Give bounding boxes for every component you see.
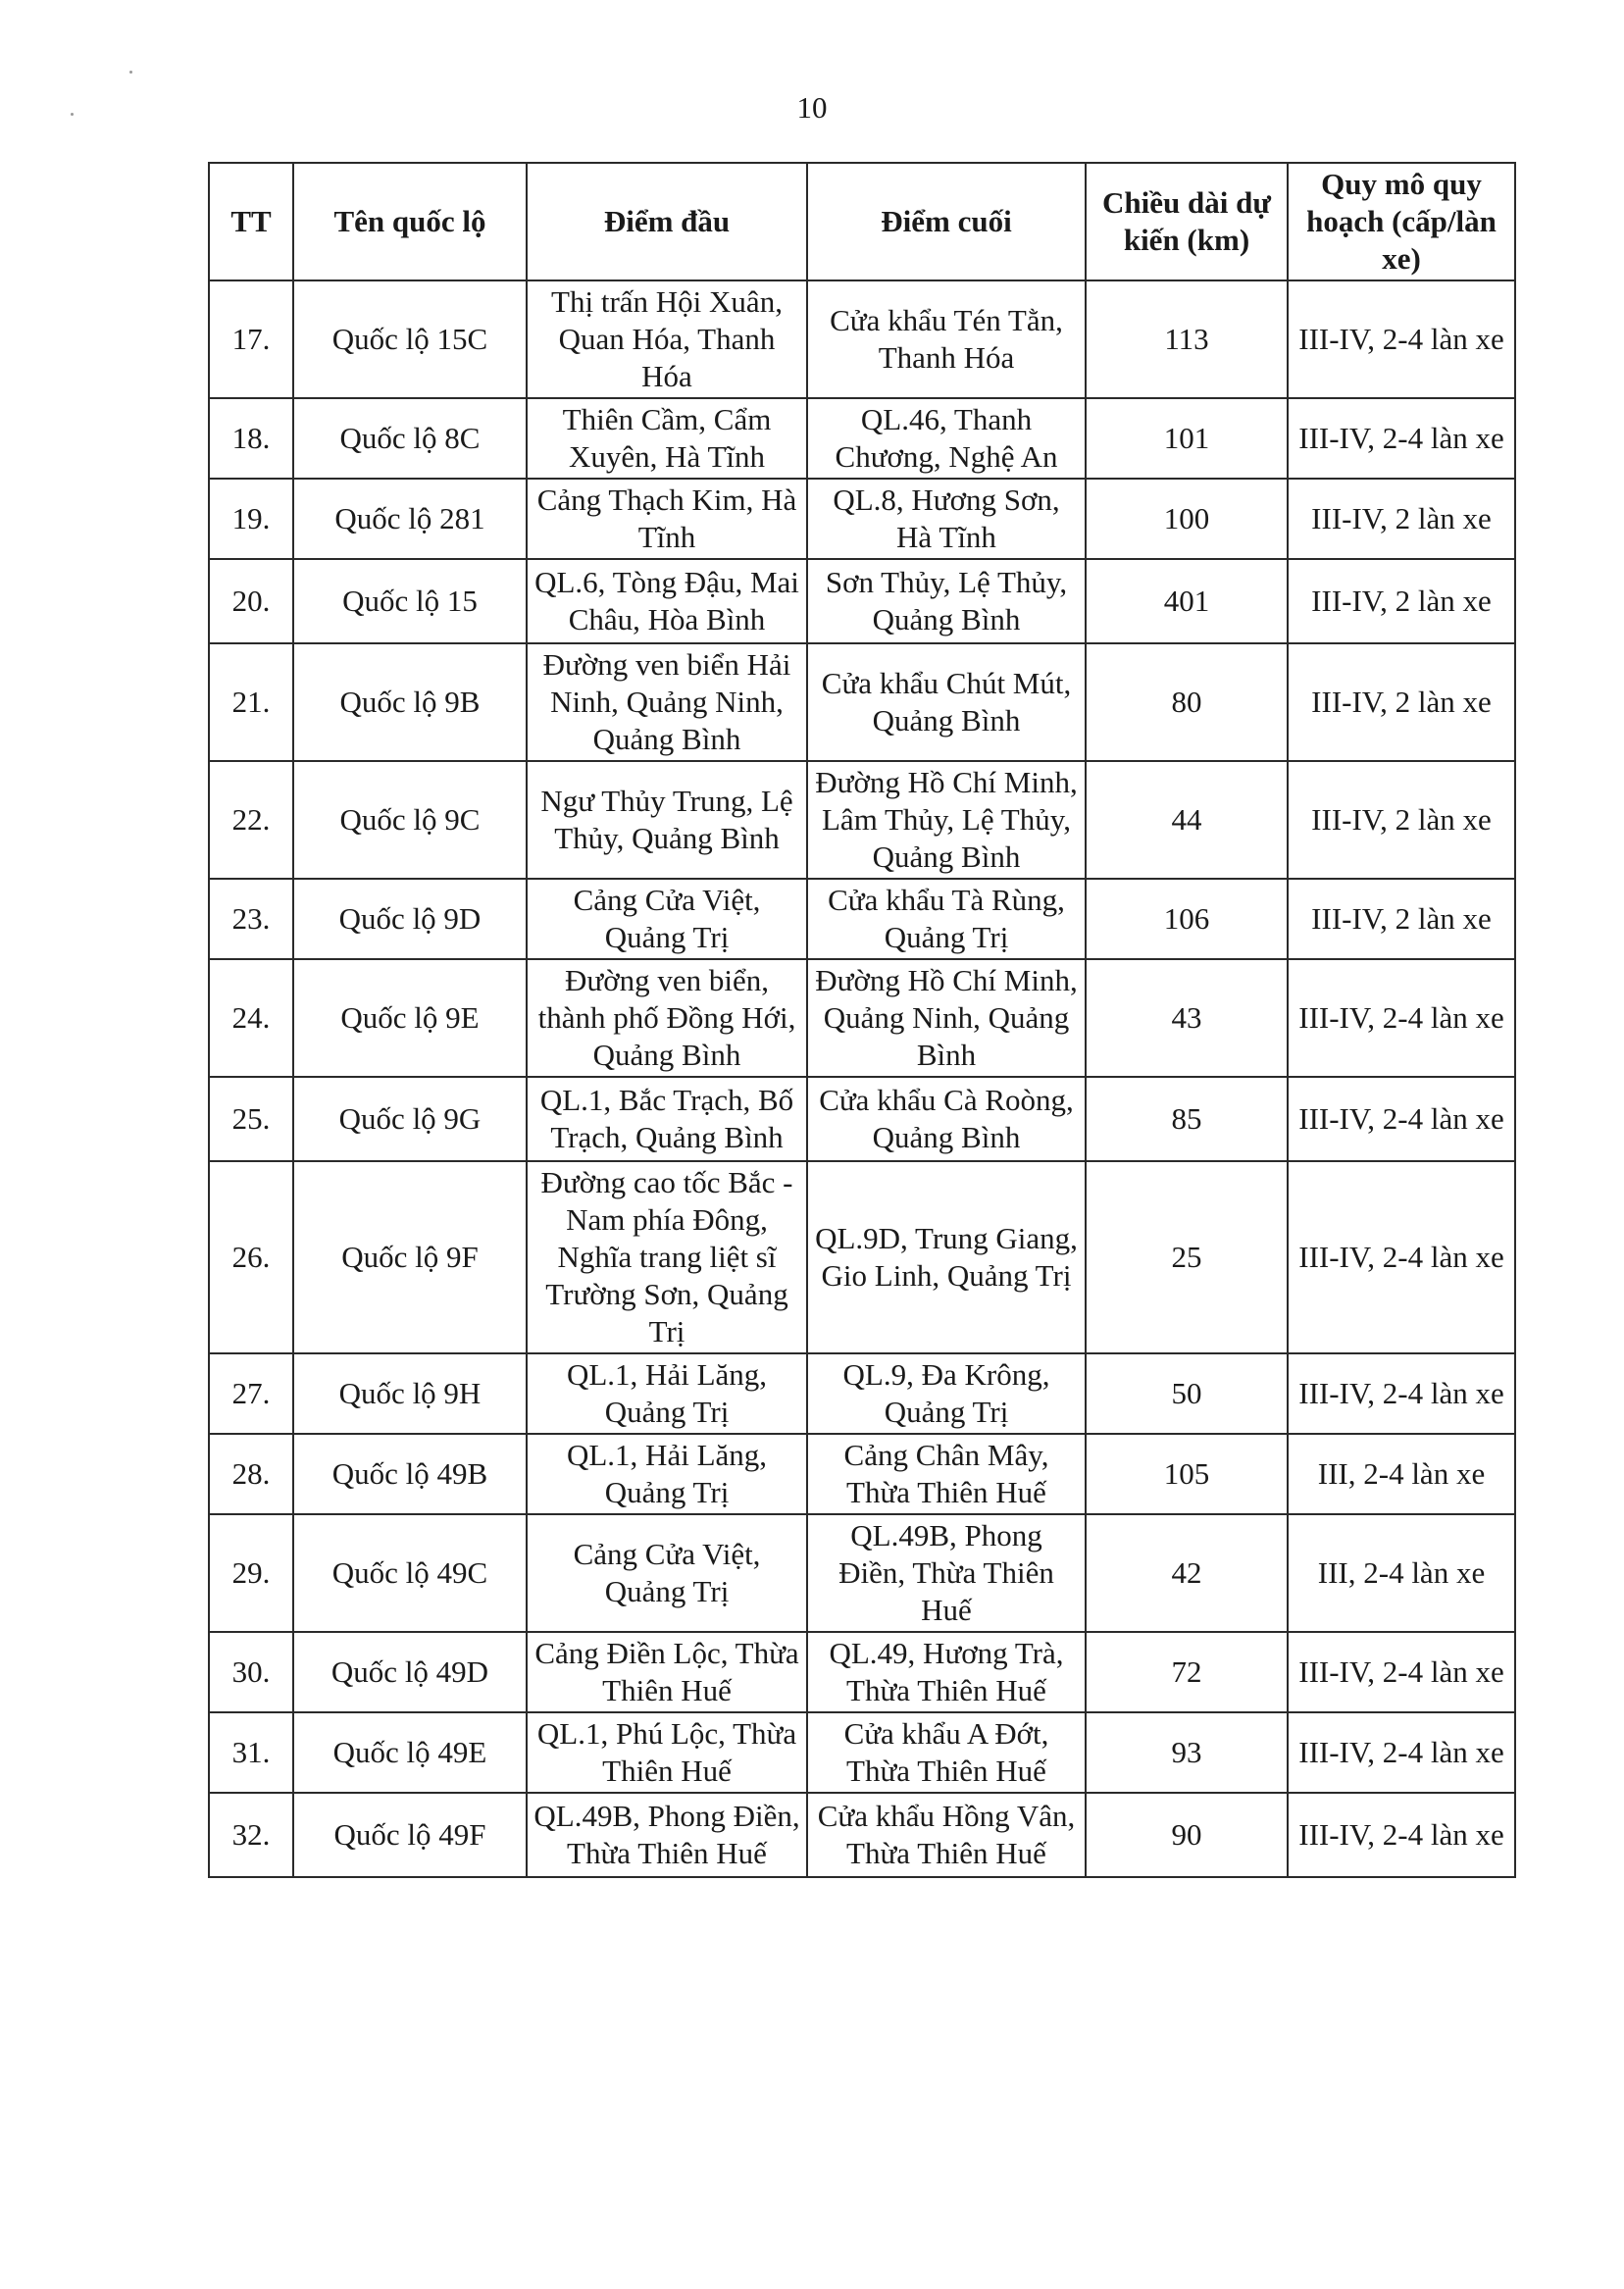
cell-scale: III-IV, 2-4 làn xe xyxy=(1288,1353,1515,1434)
cell-end-point: Cảng Chân Mây, Thừa Thiên Huế xyxy=(807,1434,1086,1514)
cell-length: 44 xyxy=(1086,761,1288,879)
cell-end-point: Cửa khẩu Hồng Vân, Thừa Thiên Huế xyxy=(807,1793,1086,1877)
table-row xyxy=(209,1514,1515,1632)
cell-start-point: Thiên Cầm, Cẩm Xuyên, Hà Tĩnh xyxy=(527,398,807,479)
cell-end-point: Cửa khẩu A Đớt, Thừa Thiên Huế xyxy=(807,1712,1086,1793)
cell-scale: III, 2-4 làn xe xyxy=(1288,1434,1515,1514)
header-tt: TT xyxy=(209,163,293,280)
cell-scale: III, 2-4 làn xe xyxy=(1288,1514,1515,1632)
cell-end-point: QL.9D, Trung Giang, Gio Linh, Quảng Trị xyxy=(807,1161,1086,1353)
cell-tt: 19. xyxy=(209,479,293,559)
cell-tt: 22. xyxy=(209,761,293,879)
cell-length: 93 xyxy=(1086,1712,1288,1793)
cell-end-point: Đường Hồ Chí Minh, Quảng Ninh, Quảng Bình xyxy=(807,959,1086,1077)
cell-road-name: Quốc lộ 9B xyxy=(293,643,527,761)
cell-road-name: Quốc lộ 9C xyxy=(293,761,527,879)
cell-scale: III-IV, 2 làn xe xyxy=(1288,643,1515,761)
cell-length: 25 xyxy=(1086,1161,1288,1353)
cell-length: 72 xyxy=(1086,1632,1288,1712)
cell-scale: III-IV, 2-4 làn xe xyxy=(1288,1793,1515,1877)
cell-scale: III-IV, 2-4 làn xe xyxy=(1288,398,1515,479)
cell-length: 43 xyxy=(1086,959,1288,1077)
cell-tt: 23. xyxy=(209,879,293,959)
cell-scale: III-IV, 2-4 làn xe xyxy=(1288,1161,1515,1353)
cell-start-point: Thị trấn Hội Xuân, Quan Hóa, Thanh Hóa xyxy=(527,280,807,398)
cell-road-name: Quốc lộ 9H xyxy=(293,1353,527,1434)
cell-scale: III-IV, 2 làn xe xyxy=(1288,761,1515,879)
table-row xyxy=(209,280,1515,398)
cell-tt: 24. xyxy=(209,959,293,1077)
cell-tt: 26. xyxy=(209,1161,293,1353)
cell-end-point: QL.49B, Phong Điền, Thừa Thiên Huế xyxy=(807,1514,1086,1632)
cell-road-name: Quốc lộ 15 xyxy=(293,559,527,643)
table-row xyxy=(209,1632,1515,1712)
cell-end-point: Cửa khẩu Cà Roòng, Quảng Bình xyxy=(807,1077,1086,1161)
cell-scale: III-IV, 2-4 làn xe xyxy=(1288,1632,1515,1712)
cell-scale: III-IV, 2-4 làn xe xyxy=(1288,959,1515,1077)
cell-tt: 29. xyxy=(209,1514,293,1632)
cell-tt: 17. xyxy=(209,280,293,398)
cell-length: 101 xyxy=(1086,398,1288,479)
cell-start-point: Cảng Cửa Việt, Quảng Trị xyxy=(527,879,807,959)
table-row xyxy=(209,1793,1515,1877)
cell-start-point: Cảng Thạch Kim, Hà Tĩnh xyxy=(527,479,807,559)
cell-length: 90 xyxy=(1086,1793,1288,1877)
cell-road-name: Quốc lộ 49C xyxy=(293,1514,527,1632)
cell-road-name: Quốc lộ 49E xyxy=(293,1712,527,1793)
cell-road-name: Quốc lộ 9F xyxy=(293,1161,527,1353)
cell-start-point: QL.1, Hải Lăng, Quảng Trị xyxy=(527,1353,807,1434)
cell-road-name: Quốc lộ 49B xyxy=(293,1434,527,1514)
cell-start-point: Cảng Cửa Việt, Quảng Trị xyxy=(527,1514,807,1632)
table-row xyxy=(209,959,1515,1077)
cell-road-name: Quốc lộ 281 xyxy=(293,479,527,559)
header-start-point: Điểm đầu xyxy=(527,163,807,280)
table-row xyxy=(209,1434,1515,1514)
scan-speck xyxy=(129,71,132,74)
cell-start-point: QL.1, Bắc Trạch, Bố Trạch, Quảng Bình xyxy=(527,1077,807,1161)
cell-end-point: QL.46, Thanh Chương, Nghệ An xyxy=(807,398,1086,479)
cell-length: 401 xyxy=(1086,559,1288,643)
cell-start-point: QL.49B, Phong Điền, Thừa Thiên Huế xyxy=(527,1793,807,1877)
table-row xyxy=(209,1077,1515,1161)
cell-tt: 32. xyxy=(209,1793,293,1877)
cell-tt: 25. xyxy=(209,1077,293,1161)
national-road-table xyxy=(208,162,1516,1878)
table-row xyxy=(209,398,1515,479)
cell-start-point: Đường ven biển Hải Ninh, Quảng Ninh, Quảng Bình xyxy=(527,643,807,761)
cell-start-point: Ngư Thủy Trung, Lệ Thủy, Quảng Bình xyxy=(527,761,807,879)
cell-tt: 18. xyxy=(209,398,293,479)
cell-start-point: Đường ven biển, thành phố Đồng Hới, Quảng Bình xyxy=(527,959,807,1077)
cell-end-point: Cửa khẩu Chút Mút, Quảng Bình xyxy=(807,643,1086,761)
header-length: Chiều dài dự kiến (km) xyxy=(1086,163,1288,280)
cell-road-name: Quốc lộ 49F xyxy=(293,1793,527,1877)
cell-scale: III-IV, 2 làn xe xyxy=(1288,879,1515,959)
cell-length: 106 xyxy=(1086,879,1288,959)
table-row xyxy=(209,643,1515,761)
header-road-name: Tên quốc lộ xyxy=(293,163,527,280)
cell-scale: III-IV, 2-4 làn xe xyxy=(1288,280,1515,398)
cell-scale: III-IV, 2-4 làn xe xyxy=(1288,1712,1515,1793)
header-end-point: Điểm cuối xyxy=(807,163,1086,280)
cell-end-point: Đường Hồ Chí Minh, Lâm Thủy, Lệ Thủy, Quảng Bình xyxy=(807,761,1086,879)
cell-tt: 20. xyxy=(209,559,293,643)
cell-length: 113 xyxy=(1086,280,1288,398)
cell-end-point: QL.8, Hương Sơn, Hà Tĩnh xyxy=(807,479,1086,559)
cell-end-point: QL.9, Đa Krông, Quảng Trị xyxy=(807,1353,1086,1434)
cell-length: 50 xyxy=(1086,1353,1288,1434)
cell-road-name: Quốc lộ 15C xyxy=(293,280,527,398)
cell-length: 85 xyxy=(1086,1077,1288,1161)
cell-scale: III-IV, 2 làn xe xyxy=(1288,479,1515,559)
cell-road-name: Quốc lộ 8C xyxy=(293,398,527,479)
cell-length: 80 xyxy=(1086,643,1288,761)
cell-road-name: Quốc lộ 9E xyxy=(293,959,527,1077)
cell-tt: 27. xyxy=(209,1353,293,1434)
cell-road-name: Quốc lộ 9D xyxy=(293,879,527,959)
table-row xyxy=(209,761,1515,879)
cell-scale: III-IV, 2 làn xe xyxy=(1288,559,1515,643)
header-scale: Quy mô quy hoạch (cấp/làn xe) xyxy=(1288,163,1515,280)
cell-road-name: Quốc lộ 49D xyxy=(293,1632,527,1712)
table-row xyxy=(209,1161,1515,1353)
cell-tt: 28. xyxy=(209,1434,293,1514)
cell-road-name: Quốc lộ 9G xyxy=(293,1077,527,1161)
cell-start-point: Cảng Điền Lộc, Thừa Thiên Huế xyxy=(527,1632,807,1712)
cell-end-point: Sơn Thủy, Lệ Thủy, Quảng Bình xyxy=(807,559,1086,643)
table-row xyxy=(209,479,1515,559)
cell-end-point: Cửa khẩu Tén Tằn, Thanh Hóa xyxy=(807,280,1086,398)
cell-start-point: Đường cao tốc Bắc - Nam phía Đông, Nghĩa trang liệt sĩ Trường Sơn, Quảng Trị xyxy=(527,1161,807,1353)
table-row xyxy=(209,1353,1515,1434)
cell-scale: III-IV, 2-4 làn xe xyxy=(1288,1077,1515,1161)
cell-tt: 31. xyxy=(209,1712,293,1793)
cell-length: 42 xyxy=(1086,1514,1288,1632)
cell-tt: 21. xyxy=(209,643,293,761)
page-number: 10 xyxy=(796,90,828,125)
table-row xyxy=(209,1712,1515,1793)
cell-length: 100 xyxy=(1086,479,1288,559)
cell-length: 105 xyxy=(1086,1434,1288,1514)
cell-end-point: Cửa khẩu Tà Rùng, Quảng Trị xyxy=(807,879,1086,959)
cell-start-point: QL.6, Tòng Đậu, Mai Châu, Hòa Bình xyxy=(527,559,807,643)
table-header-row xyxy=(209,163,1515,280)
cell-start-point: QL.1, Hải Lăng, Quảng Trị xyxy=(527,1434,807,1514)
table-row xyxy=(209,559,1515,643)
cell-tt: 30. xyxy=(209,1632,293,1712)
cell-end-point: QL.49, Hương Trà, Thừa Thiên Huế xyxy=(807,1632,1086,1712)
cell-start-point: QL.1, Phú Lộc, Thừa Thiên Huế xyxy=(527,1712,807,1793)
table-row xyxy=(209,879,1515,959)
